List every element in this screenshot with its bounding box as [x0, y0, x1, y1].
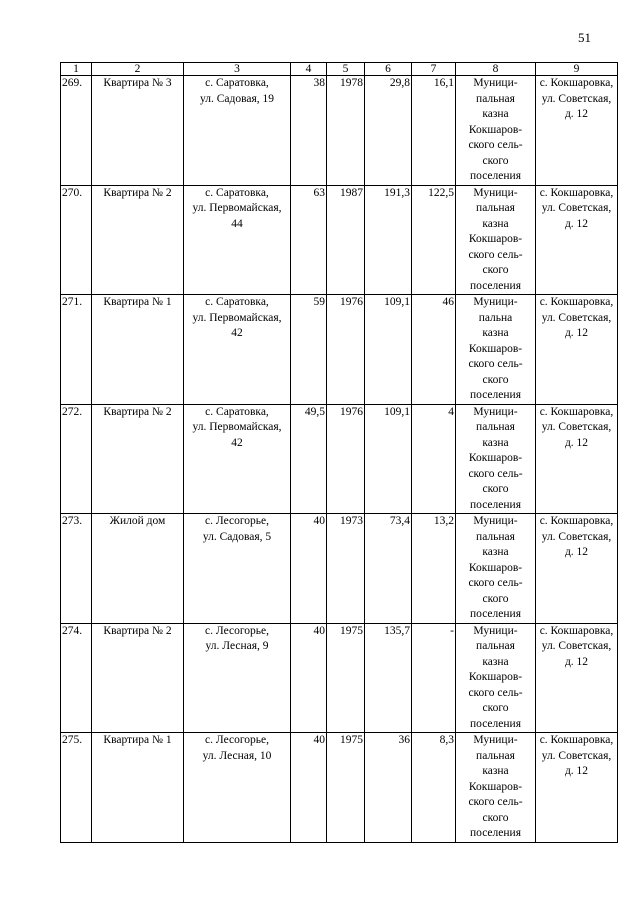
year-cell: 1978: [327, 76, 365, 186]
location-line: ул. Советская,: [541, 421, 612, 433]
owner-line: пальна: [478, 311, 513, 324]
year-cell: 1987: [327, 185, 365, 295]
column-header-6: 6: [365, 63, 412, 76]
object-name-cell: Квартира № 3: [92, 76, 184, 186]
row-number-cell: 275.: [61, 733, 92, 843]
column-4-cell: 38: [291, 76, 327, 186]
column-7-cell: 13,2: [412, 514, 456, 624]
location-line: с. Кокшаровка,: [539, 624, 614, 637]
location-line: ул. Советская,: [541, 640, 612, 652]
column-6-cell: 109,1: [365, 404, 412, 514]
address-cell: [184, 623, 291, 733]
owner-line: казна: [482, 217, 509, 230]
owner-line: Муници-: [473, 296, 518, 308]
owner-line: Кокшаров-: [468, 342, 523, 355]
owner-line: пальная: [476, 202, 515, 214]
address-line: с. Саратовка,: [205, 405, 269, 418]
location-line: с. Кокшаровка,: [539, 515, 614, 527]
owner-line: пальная: [476, 92, 515, 105]
owner-line: Кокшаров-: [468, 780, 523, 793]
column-header-5: 5: [327, 63, 365, 76]
address-cell: [184, 404, 291, 514]
owner-line: Муници-: [473, 77, 518, 89]
location-line: с. Кокшаровка,: [539, 296, 614, 308]
address-line: с. Саратовка,: [205, 186, 269, 199]
owner-line: Муници-: [473, 186, 518, 199]
row-number-cell: 272.: [61, 404, 92, 514]
location-line: д. 12: [564, 108, 589, 120]
address-line: ул. Первомайская,: [192, 311, 282, 324]
address-line: с. Лесогорье,: [205, 624, 269, 637]
owner-line: ского: [482, 154, 509, 167]
location-line: ул. Советская,: [541, 202, 612, 214]
row-number-cell: 270.: [61, 185, 92, 295]
column-7-cell: 8,3: [412, 733, 456, 843]
location-cell: [536, 295, 618, 405]
owner-line: ского сель-: [468, 577, 523, 589]
location-cell: [536, 623, 618, 733]
row-number-cell: 274.: [61, 623, 92, 733]
table-row: [61, 76, 618, 186]
owner-line: Кокшаров-: [468, 452, 523, 464]
column-7-cell: 122,5: [412, 185, 456, 295]
location-line: с. Кокшаровка,: [539, 734, 614, 746]
object-name-cell: Квартира № 2: [92, 185, 184, 295]
address-line: ул. Садовая, 5: [202, 530, 272, 543]
column-7-cell: 16,1: [412, 76, 456, 186]
owner-cell: [456, 514, 536, 624]
owner-line: ского: [482, 702, 509, 714]
address-line: ул. Первомайская,: [192, 421, 282, 433]
location-line: д. 12: [564, 546, 589, 558]
owner-line: поселения: [470, 498, 521, 511]
address-line: ул. Лесная, 10: [202, 749, 272, 762]
column-6-cell: 191,3: [365, 185, 412, 295]
location-cell: [536, 76, 618, 186]
owner-line: Кокшаров-: [468, 233, 523, 245]
location-line: ул. Советская,: [541, 749, 612, 762]
address-line: с. Саратовка,: [205, 77, 269, 89]
owner-line: ского: [482, 592, 509, 605]
owner-line: ского сель-: [468, 467, 523, 480]
address-line: с. Лесогорье,: [205, 515, 269, 527]
location-cell: [536, 185, 618, 295]
owner-line: Муници-: [473, 515, 518, 527]
owner-line: пальная: [476, 421, 515, 433]
year-cell: 1976: [327, 295, 365, 405]
address-line: 42: [231, 327, 243, 339]
property-registry-table: [60, 62, 618, 843]
column-header-2: 2: [92, 63, 184, 76]
owner-line: казна: [482, 108, 509, 120]
location-line: д. 12: [564, 436, 589, 449]
location-line: ул. Советская,: [541, 92, 612, 105]
owner-line: поселения: [470, 389, 521, 401]
column-6-cell: 109,1: [365, 295, 412, 405]
owner-line: пальная: [476, 530, 515, 543]
owner-line: Муници-: [473, 405, 518, 418]
address-line: с. Саратовка,: [205, 296, 269, 308]
table-row: [61, 623, 618, 733]
column-6-cell: 29,8: [365, 76, 412, 186]
year-cell: 1975: [327, 623, 365, 733]
location-cell: [536, 514, 618, 624]
address-cell: [184, 733, 291, 843]
page-number: 51: [578, 30, 591, 45]
owner-line: Муници-: [473, 624, 518, 637]
header-row: [61, 63, 618, 76]
owner-line: ского: [482, 483, 509, 495]
address-cell: [184, 514, 291, 624]
year-cell: 1973: [327, 514, 365, 624]
owner-cell: [456, 623, 536, 733]
location-line: д. 12: [564, 327, 589, 339]
address-cell: [184, 295, 291, 405]
location-line: д. 12: [564, 765, 589, 777]
column-4-cell: 59: [291, 295, 327, 405]
object-name-cell: Квартира № 1: [92, 295, 184, 405]
owner-line: поселения: [470, 608, 521, 620]
owner-line: ского: [482, 373, 509, 386]
owner-line: Муници-: [473, 734, 518, 746]
address-line: ул. Первомайская,: [192, 202, 282, 214]
year-cell: 1975: [327, 733, 365, 843]
column-header-1: 1: [61, 63, 92, 76]
owner-line: ского сель-: [468, 796, 523, 808]
year-cell: 1976: [327, 404, 365, 514]
column-7-cell: 46: [412, 295, 456, 405]
owner-line: пальная: [476, 749, 515, 762]
object-name-cell: Квартира № 2: [92, 623, 184, 733]
column-7-cell: 4: [412, 404, 456, 514]
table-header: [61, 63, 618, 76]
address-line: 42: [231, 436, 243, 449]
owner-line: ского сель-: [468, 248, 523, 261]
table-body: [61, 76, 618, 843]
address-line: ул. Лесная, 9: [205, 640, 269, 652]
column-header-4: 4: [291, 63, 327, 76]
owner-line: ского: [482, 264, 509, 276]
address-line: с. Лесогорье,: [205, 734, 269, 746]
owner-cell: [456, 295, 536, 405]
table-row: [61, 733, 618, 843]
owner-line: Кокшаров-: [468, 671, 523, 683]
object-name-cell: Квартира № 1: [92, 733, 184, 843]
location-line: с. Кокшаровка,: [539, 186, 614, 199]
row-number-cell: 273.: [61, 514, 92, 624]
column-header-8: 8: [456, 63, 536, 76]
address-cell: [184, 185, 291, 295]
location-line: д. 12: [564, 655, 589, 668]
row-number-cell: 269.: [61, 76, 92, 186]
location-line: ул. Советская,: [541, 311, 612, 324]
owner-line: ского сель-: [468, 686, 523, 699]
location-line: ул. Советская,: [541, 530, 612, 543]
address-line: 44: [231, 217, 243, 230]
owner-line: поселения: [470, 279, 521, 292]
owner-line: казна: [482, 436, 509, 449]
owner-line: Кокшаров-: [468, 561, 523, 574]
column-6-cell: 36: [365, 733, 412, 843]
owner-line: казна: [482, 765, 509, 777]
owner-line: казна: [482, 546, 509, 558]
column-4-cell: 63: [291, 185, 327, 295]
object-name-cell: Квартира № 2: [92, 404, 184, 514]
owner-line: ского сель-: [468, 358, 523, 370]
table-row: [61, 514, 618, 624]
column-header-9: 9: [536, 63, 618, 76]
owner-line: поселения: [470, 827, 521, 839]
owner-line: поселения: [470, 170, 521, 182]
location-line: с. Кокшаровка,: [539, 405, 614, 418]
row-number-cell: 271.: [61, 295, 92, 405]
owner-cell: [456, 733, 536, 843]
table-row: [61, 404, 618, 514]
owner-cell: [456, 404, 536, 514]
column-6-cell: 73,4: [365, 514, 412, 624]
owner-cell: [456, 76, 536, 186]
owner-line: ского: [482, 811, 509, 824]
column-6-cell: 135,7: [365, 623, 412, 733]
table-row: [61, 295, 618, 405]
column-4-cell: 40: [291, 623, 327, 733]
object-name-cell: Жилой дом: [92, 514, 184, 624]
column-7-cell: -: [412, 623, 456, 733]
location-line: с. Кокшаровка,: [539, 77, 614, 89]
owner-line: ского сель-: [468, 139, 523, 151]
column-header-7: 7: [412, 63, 456, 76]
owner-line: казна: [482, 327, 509, 339]
address-cell: [184, 76, 291, 186]
column-4-cell: 40: [291, 514, 327, 624]
owner-cell: [456, 185, 536, 295]
address-line: ул. Садовая, 19: [199, 92, 275, 105]
owner-line: пальная: [476, 640, 515, 652]
table-row: [61, 185, 618, 295]
owner-line: поселения: [470, 717, 521, 730]
owner-line: казна: [482, 655, 509, 668]
column-4-cell: 49,5: [291, 404, 327, 514]
owner-line: Кокшаров-: [468, 123, 523, 136]
column-4-cell: 40: [291, 733, 327, 843]
column-header-3: 3: [184, 63, 291, 76]
location-cell: [536, 733, 618, 843]
location-cell: [536, 404, 618, 514]
location-line: д. 12: [564, 217, 589, 230]
